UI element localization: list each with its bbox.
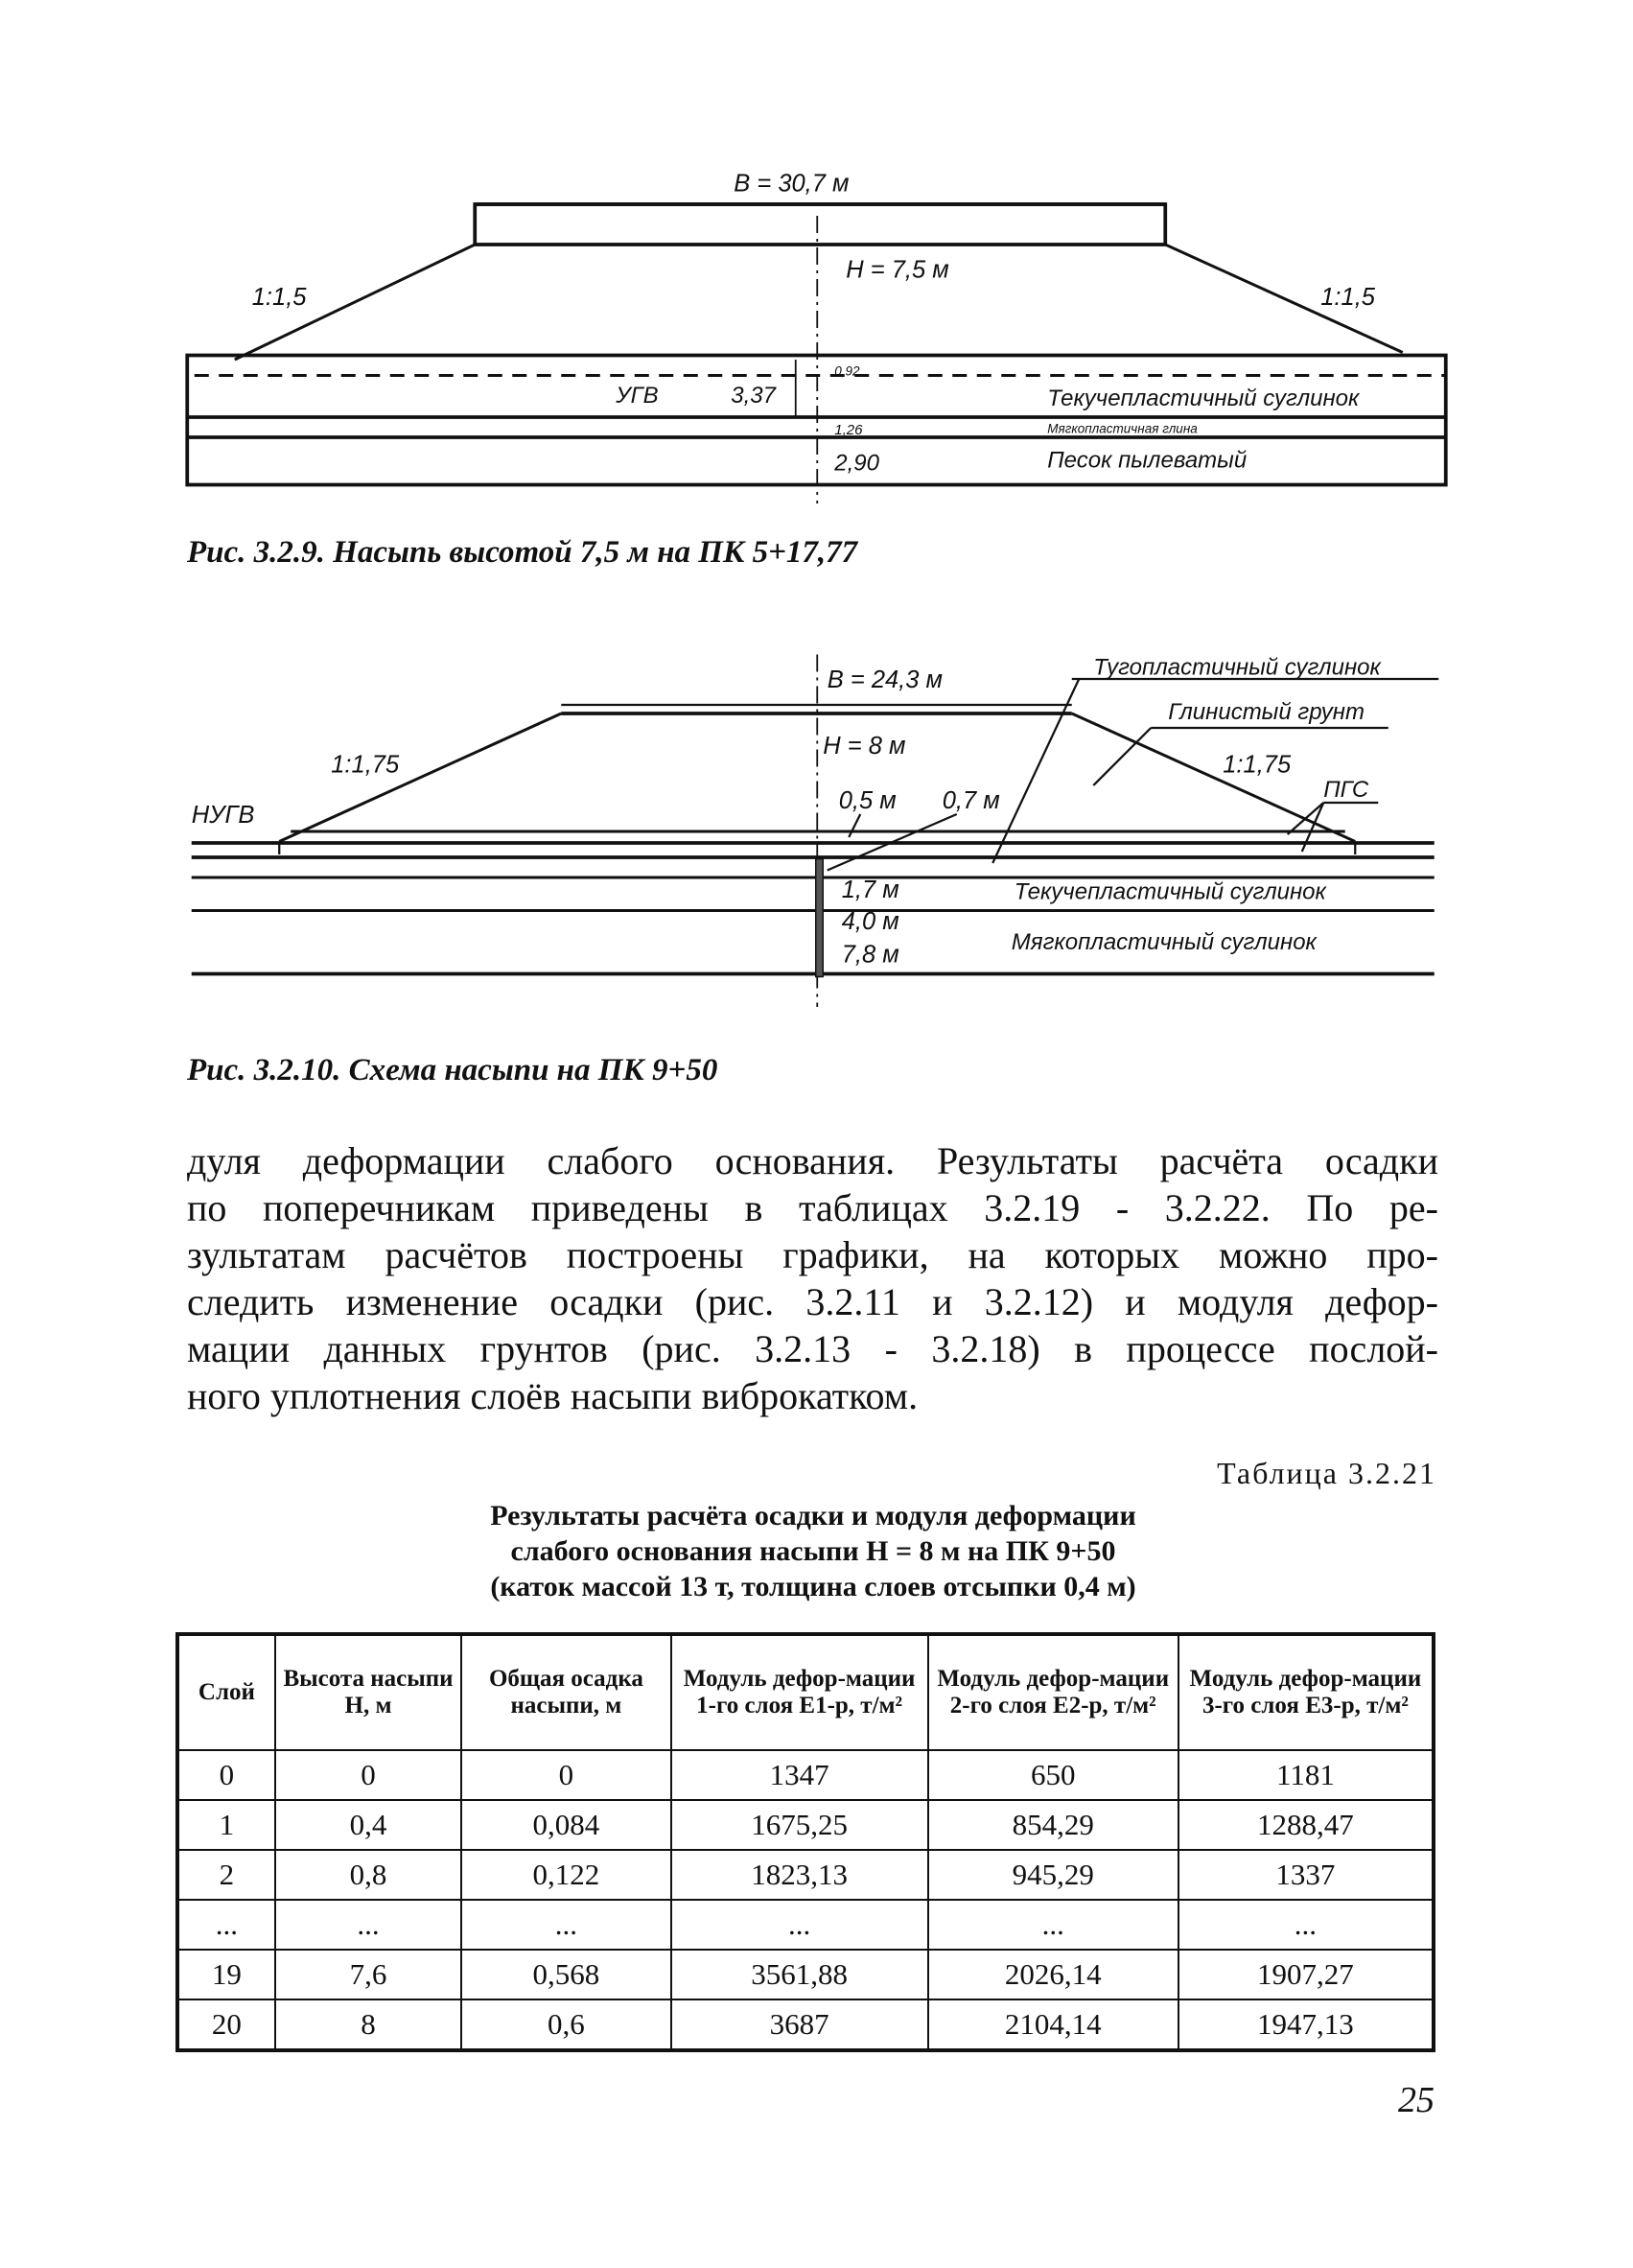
fig1-layer2: Мягкопластичная глина (1047, 421, 1198, 436)
results-table (175, 1632, 1435, 2052)
header-layer: Слой (177, 1634, 275, 1750)
table-cell: ... (177, 1900, 275, 1950)
fig1-ugv-label: УГВ (616, 383, 659, 409)
fig1-height-label: H = 7,5 м (846, 256, 949, 284)
fig1-layer3: Песок пылеватый (1047, 447, 1248, 474)
table-cell: 1337 (1178, 1850, 1434, 1900)
table-row (177, 1850, 1434, 1900)
table-title-line: Результаты расчёта осадки и модуля деформации (490, 1500, 1136, 1531)
table-cell: ... (928, 1900, 1178, 1950)
fig2-d07: 0,7 м (942, 787, 1000, 814)
fig1-layer1: Текучепластичный суглинок (1047, 386, 1360, 411)
figure-3-2-10-caption: Рис. 3.2.10. Схема насыпи на ПК 9+50 (187, 1053, 718, 1087)
table-cell: 945,29 (928, 1850, 1178, 1900)
table-cell: 19 (177, 1950, 275, 1999)
paragraph-line: следить изменение осадки (рис. 3.2.11 и 3.2.12) и модуля дефор- (187, 1280, 1438, 1323)
fig1-depth-126: 1,26 (834, 422, 863, 439)
fig1-slope-left: 1:1,5 (251, 284, 307, 311)
table-cell: 854,29 (928, 1800, 1178, 1850)
fig2-label-tugo: Тугопластичный суглинок (1093, 654, 1381, 681)
fig2-d40: 4,0 м (841, 908, 899, 935)
table-row (177, 1800, 1434, 1850)
table-cell: 0,084 (461, 1800, 670, 1850)
fig1-width-label: B = 30,7 м (734, 170, 850, 198)
paragraph-line: зультатам расчётов построены графики, на которых можно про- (187, 1233, 1438, 1276)
figure-3-2-9 (187, 204, 1446, 503)
table-cell: ... (1178, 1900, 1434, 1950)
paragraph-line: ного уплотнения слоёв насыпи виброкатком. (187, 1374, 919, 1417)
page-number: 25 (1398, 2080, 1435, 2120)
header-modulus-3: Модуль дефор-мации 3-го слоя E3-р, т/м² (1178, 1634, 1434, 1750)
table-header-row (177, 1634, 1434, 1750)
table-row (177, 1999, 1434, 2050)
fig2-label-pgs: ПГС (1323, 777, 1369, 803)
table-cell: 0 (275, 1750, 461, 1800)
table-cell: 0,4 (275, 1800, 461, 1850)
header-modulus-1: Модуль дефор-мации 1-го слоя E1-р, т/м² (671, 1634, 928, 1750)
fig2-height-label: H = 8 м (823, 733, 906, 760)
fig1-depth-290: 2,90 (834, 450, 879, 477)
table-title-line: слабого основания насыпи H = 8 м на ПК 9+50 (510, 1535, 1116, 1567)
table-cell: 0 (177, 1750, 275, 1800)
fig2-label-glin: Глинистый грунт (1168, 699, 1365, 725)
paragraph-line: мации данных грунтов (рис. 3.2.13 - 3.2.18) в процессе послой- (187, 1327, 1438, 1370)
fig1-depth-337: 3,37 (731, 383, 776, 409)
table-cell: 0,122 (461, 1850, 670, 1900)
figure-3-2-9-caption: Рис. 3.2.9. Насыпь высотой 7,5 м на ПК 5+17,77 (187, 535, 858, 570)
table-cell: ... (275, 1900, 461, 1950)
table-cell: 0,6 (461, 1999, 670, 2050)
table-cell: 8 (275, 1999, 461, 2050)
table-cell: 650 (928, 1750, 1178, 1800)
table-cell: 1947,13 (1178, 1999, 1434, 2050)
header-modulus-2: Модуль дефор-мации 2-го слоя E2-р, т/м² (928, 1634, 1178, 1750)
table-cell: ... (461, 1900, 670, 1950)
table-cell: 1823,13 (671, 1850, 928, 1900)
fig2-slope-right: 1:1,75 (1223, 751, 1292, 779)
paragraph-line: по поперечникам приведены в таблицах 3.2.19 - 3.2.22. По ре- (187, 1186, 1438, 1229)
table-row (177, 1750, 1434, 1800)
fig2-d17: 1,7 м (841, 877, 899, 903)
fig2-d05: 0,5 м (838, 787, 897, 814)
table-cell: 3687 (671, 1999, 928, 2050)
fig2-label-teku: Текучепластичный суглинок (1014, 878, 1326, 905)
table-cell: 2026,14 (928, 1950, 1178, 1999)
table-cell: 1288,47 (1178, 1800, 1434, 1850)
paragraph-line: дуля деформации слабого основания. Результаты расчёта осадки (187, 1139, 1438, 1182)
table-cell: 3561,88 (671, 1950, 928, 1999)
table-title (288, 1498, 1339, 1604)
table-cell: 1675,25 (671, 1800, 928, 1850)
table-cell: 20 (177, 1999, 275, 2050)
fig1-depth-092: 0,92 (834, 363, 860, 379)
table-cell: 0,568 (461, 1950, 670, 1999)
table-cell: 1181 (1178, 1750, 1434, 1800)
table-cell: 0,8 (275, 1850, 461, 1900)
table-cell: 1907,27 (1178, 1950, 1434, 1999)
table-label: Таблица 3.2.21 (1217, 1456, 1436, 1490)
fig1-slope-right: 1:1,5 (1320, 284, 1375, 311)
table-cell: 2104,14 (928, 1999, 1178, 2050)
fig2-width-label: B = 24,3 м (827, 666, 944, 693)
table-cell: ... (671, 1900, 928, 1950)
header-height: Высота насыпи H, м (275, 1634, 461, 1750)
table-row (177, 1950, 1434, 1999)
table-row (177, 1900, 1434, 1950)
table-title-line: (каток массой 13 т, толщина слоев отсыпки 0,4 м) (490, 1571, 1136, 1602)
fig2-nugv-label: НУГВ (191, 802, 255, 829)
table-cell: 2 (177, 1850, 275, 1900)
fig2-d78: 7,8 м (841, 941, 899, 969)
table-cell: 1 (177, 1800, 275, 1850)
header-settlement: Общая осадка насыпи, м (461, 1634, 670, 1750)
table-cell: 0 (461, 1750, 670, 1800)
fig2-label-myag: Мягкопластичный суглинок (1011, 929, 1317, 955)
body-paragraph (187, 1137, 1438, 1419)
table-cell: 1347 (671, 1750, 928, 1800)
table-cell: 7,6 (275, 1950, 461, 1999)
fig2-slope-left: 1:1,75 (331, 751, 400, 779)
